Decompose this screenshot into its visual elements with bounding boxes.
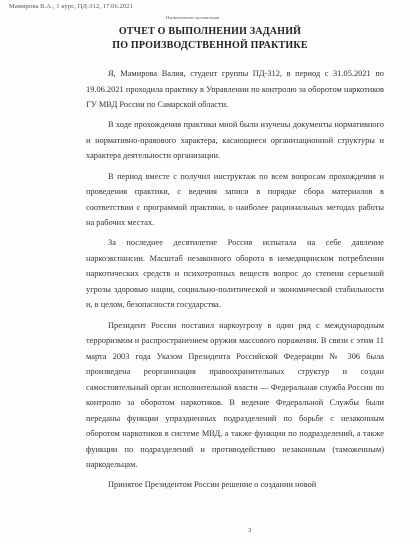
- paragraph-4: За последнее десятилетие Россия испытала на себе давление наркоэкспансии. Масштаб незаконного оборота в немедицинском потреблении наркотических средств и психотропных веществ вопрос до степени серьезной угрозы здоровью нации, социально-политической и экономической стабильности и, в целом, безопасности государства.: [86, 238, 384, 310]
- report-title-line-1: ОТЧЕТ О ВЫПОЛНЕНИИ ЗАДАНИЙ: [118, 26, 302, 37]
- paragraph-6: Принятое Президентом России решение о создании новой: [108, 480, 317, 490]
- paragraph-1: Я, Мамирова Валия, студент группы ПД-312, в период с 31.05.2021 по 19.06.2021 проходила практику в Управлении по контролю за оборотом наркотиков ГУ МВД России по Самарской области.: [86, 69, 384, 109]
- page-number: 3: [248, 527, 252, 534]
- paragraph-2: В ходе прохождения практики мной были изучены документы нормативного и нормативно-правового характера, касающиеся организационной структуры и характера деятельности организации.: [86, 120, 384, 161]
- paragraph-5: Президент России поставил наркоугрозу в один ряд с международным терроризмом и распространением оружия массового поражения. В связи с этим 11 марта 2003 года Указом Президента Российской Федерации № 306 была произведена реорганизация правоохранительных структур и создан самостоятельный орган исполнительной власти — Федеральная служба России по контролю за оборотом наркотиков. В ведение Федеральной Службы были переданы функции упраздненных подразделений по борьбе с незаконным оборотом наркотиков в системе МВД, а также функции по подразделений, а также функции по подразделений и противодействию незаконным (таможенным) наркодельцам.: [86, 320, 384, 470]
- author-header-line: Мамирова В.А., 1 курс, ПД-312, 17.06.2021: [9, 3, 133, 10]
- paragraph-3: В период вместе с получил инструктаж по всем вопросам прохождения и проведения практики, с ведения записи в порядке сбора материалов в соответствии с программой практики, о наиболее рациональных методах работы на рабочих местах.: [86, 171, 384, 228]
- organization-note: Наименование организации: [166, 15, 220, 20]
- report-title-line-2: ПО ПРОИЗВОДСТВЕННОЙ ПРАКТИКЕ: [112, 40, 308, 51]
- report-body: [86, 66, 384, 498]
